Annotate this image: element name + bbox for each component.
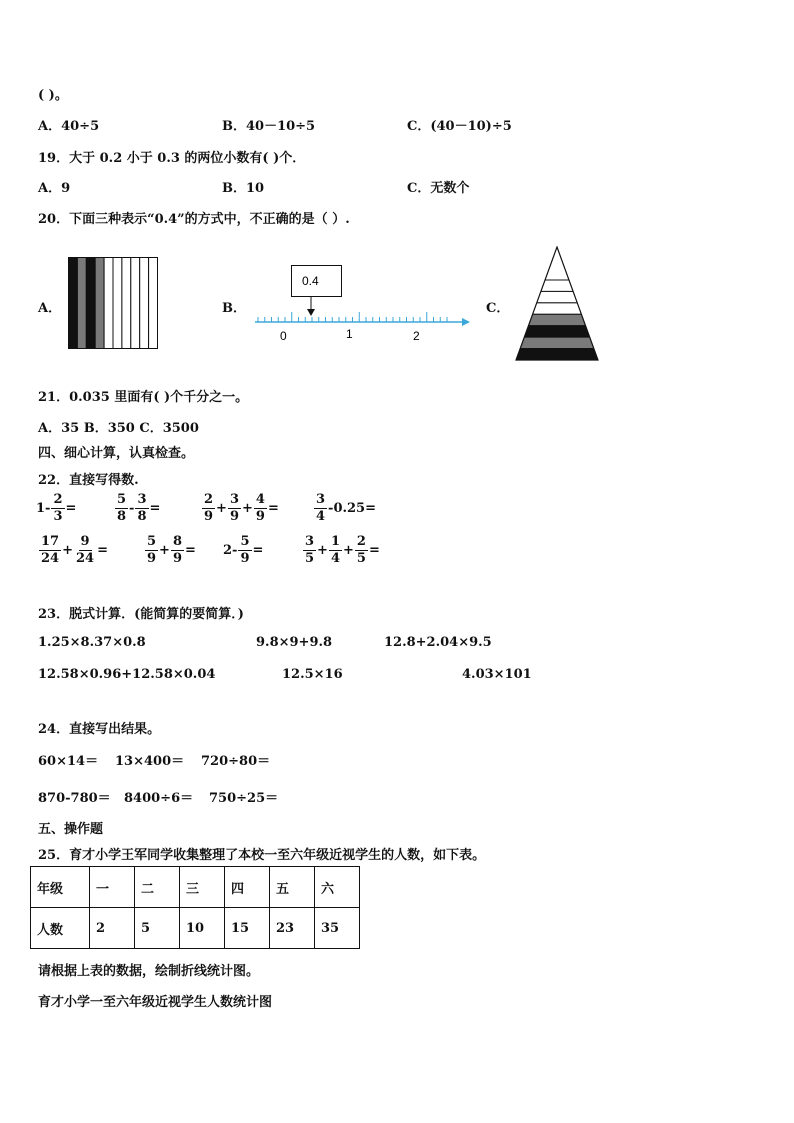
denominator: 9 (229, 508, 239, 524)
q18-option-c: C．(40－10)÷5 (407, 119, 512, 134)
decimal-bar-figure (68, 257, 159, 350)
expr-suffix: = (185, 542, 196, 558)
empty-band (514, 291, 600, 302)
table-cell: 四 (225, 867, 270, 908)
denominator: 3 (53, 508, 63, 524)
fraction (135, 493, 148, 523)
number-line-figure (250, 262, 472, 346)
operator: + (317, 542, 328, 558)
denominator: 9 (204, 508, 214, 524)
q20-label-b: B． (222, 301, 246, 316)
denominator: 24 (76, 550, 95, 566)
q25-text: 25．育才小学王军同学收集整理了本校一至六年级近视学生的人数，如下表。 (38, 848, 486, 863)
expr-suffix: = (97, 542, 108, 558)
shaded-band (514, 337, 600, 348)
q19-text: 19．大于 0.2 小于 0.3 的两位小数有( )个． (38, 151, 306, 166)
numerator: 5 (147, 534, 157, 549)
empty-band (514, 280, 600, 291)
table-cell: 5 (135, 908, 180, 949)
operator: + (343, 542, 354, 558)
table-cell: 年级 (31, 867, 90, 908)
fraction-expression (201, 493, 279, 523)
q19-option-a: A．9 (38, 181, 71, 196)
denominator: 9 (172, 550, 182, 566)
empty-column (149, 258, 158, 349)
denominator: 5 (305, 550, 315, 566)
q24-expr-4: 870-780＝ (38, 791, 111, 806)
q18-tail: ( )。 (38, 88, 68, 103)
section-4-heading: 四、细心计算，认真检查。 (38, 446, 195, 461)
fraction-expression (36, 493, 76, 523)
numerator: 4 (255, 492, 265, 507)
tick-label-0: 0 (280, 329, 287, 343)
callout-label: 0.4 (302, 274, 319, 288)
grade-table (30, 866, 360, 949)
q18-option-a: A．40÷5 (38, 119, 100, 134)
q23-expr-4: 12.58×0.96+12.58×0.04 (38, 667, 216, 682)
shaded-column (95, 258, 104, 349)
q22-text: 22．直接写得数. (38, 473, 139, 488)
fraction (202, 493, 215, 523)
q23-expr-1: 1.25×8.37×0.8 (38, 635, 146, 650)
table-cell: 二 (135, 867, 180, 908)
fraction-expression (144, 535, 196, 565)
numerator: 2 (53, 492, 63, 507)
expr-suffix: = (267, 500, 279, 516)
operator: + (159, 542, 170, 558)
fraction (115, 493, 128, 523)
q24-text: 24．直接写出结果。 (38, 722, 161, 737)
numerator: 3 (305, 534, 315, 549)
expr-suffix: -0.25= (328, 500, 376, 516)
shaded-column (69, 258, 78, 349)
fraction (355, 535, 368, 565)
empty-column (113, 258, 122, 349)
numerator: 9 (80, 534, 90, 549)
empty-column (131, 258, 140, 349)
q21-text: 21．0.035 里面有( )个千分之一。 (38, 390, 249, 405)
expr-prefix: 2- (223, 542, 238, 558)
q25-instruction: 请根据上表的数据，绘制折线统计图。 (38, 964, 260, 979)
q20-text: 20．下面三种表示“0.4”的方式中，不正确的是（ ）. (38, 212, 350, 227)
denominator: 9 (255, 508, 265, 524)
q21-options: A．35 B．350 C．3500 (38, 421, 199, 436)
shaded-band (514, 349, 600, 360)
tick-label-2: 2 (413, 329, 420, 343)
fraction-expression (302, 535, 380, 565)
table-cell: 一 (90, 867, 135, 908)
empty-band (514, 303, 600, 314)
empty-column (122, 258, 131, 349)
numerator: 3 (316, 492, 326, 507)
q19-option-c: C．无数个 (407, 181, 470, 196)
operator: + (242, 500, 253, 516)
denominator: 5 (356, 550, 366, 566)
q24-expr-3: 720÷80＝ (201, 754, 271, 769)
numerator: 3 (137, 492, 147, 507)
numerator: 3 (229, 492, 239, 507)
q18-option-b: B．40－10÷5 (222, 119, 316, 134)
tick-label-1: 1 (346, 327, 353, 341)
table-cell: 35 (315, 908, 360, 949)
q23-expr-6: 4.03×101 (462, 667, 532, 682)
fraction-expression (313, 493, 376, 523)
q23-text: 23．脱式计算．(能简算的要简算．) (38, 607, 244, 622)
operator: - (129, 500, 135, 516)
fraction-expression (223, 535, 263, 565)
numerator: 2 (356, 534, 366, 549)
numerator: 8 (172, 534, 182, 549)
fraction (303, 535, 316, 565)
q20-label-c: C． (486, 301, 510, 316)
q24-expr-2: 13×400＝ (115, 754, 185, 769)
expr-suffix: = (252, 542, 264, 558)
denominator: 8 (117, 508, 127, 524)
fraction (145, 535, 158, 565)
denominator: 8 (137, 508, 147, 524)
numerator: 5 (240, 534, 250, 549)
q24-expr-5: 8400÷6＝ (124, 791, 194, 806)
q20-label-a: A． (38, 301, 62, 316)
fraction (74, 535, 96, 565)
q24-expr-6: 750÷25＝ (209, 791, 279, 806)
q23-expr-5: 12.5×16 (282, 667, 343, 682)
fraction-expression (38, 535, 108, 565)
denominator: 4 (330, 550, 340, 566)
table-cell: 五 (270, 867, 315, 908)
pyramid-figure (514, 246, 600, 362)
operator: + (62, 542, 73, 558)
numerator: 17 (41, 534, 60, 549)
table-row-values (31, 908, 360, 949)
table-cell: 三 (180, 867, 225, 908)
q24-expr-1: 60×14＝ (38, 754, 99, 769)
table-cell: 10 (180, 908, 225, 949)
fraction (51, 493, 64, 523)
empty-column (104, 258, 113, 349)
fraction (238, 535, 251, 565)
table-cell: 15 (225, 908, 270, 949)
denominator: 9 (240, 550, 250, 566)
empty-column (140, 258, 149, 349)
shaded-band (514, 314, 600, 325)
operator: + (216, 500, 227, 516)
fraction (171, 535, 184, 565)
denominator: 24 (41, 550, 60, 566)
fraction (254, 493, 267, 523)
q23-expr-2: 9.8×9+9.8 (256, 635, 333, 650)
shaded-column (77, 258, 86, 349)
expr-suffix: = (149, 500, 161, 516)
denominator: 9 (147, 550, 157, 566)
expr-suffix: = (368, 542, 380, 558)
fraction (329, 535, 342, 565)
expr-suffix: = (65, 500, 77, 516)
fraction (228, 493, 241, 523)
expr-prefix: 1- (36, 500, 51, 516)
fraction-expression (114, 493, 160, 523)
table-cell: 六 (315, 867, 360, 908)
table-cell: 23 (270, 908, 315, 949)
table-cell: 人数 (31, 908, 90, 949)
section-5-heading: 五、操作题 (38, 822, 104, 837)
numerator: 1 (330, 534, 340, 549)
numerator: 2 (204, 492, 214, 507)
q23-expr-3: 12.8+2.04×9.5 (384, 635, 492, 650)
table-cell: 2 (90, 908, 135, 949)
shaded-column (86, 258, 95, 349)
denominator: 4 (316, 508, 326, 524)
table-row-header (31, 867, 360, 908)
fraction (39, 535, 61, 565)
q25-chart-title: 育才小学一至六年级近视学生人数统计图 (38, 995, 273, 1010)
numerator: 5 (117, 492, 127, 507)
fraction (314, 493, 327, 523)
q19-option-b: B．10 (222, 181, 265, 196)
